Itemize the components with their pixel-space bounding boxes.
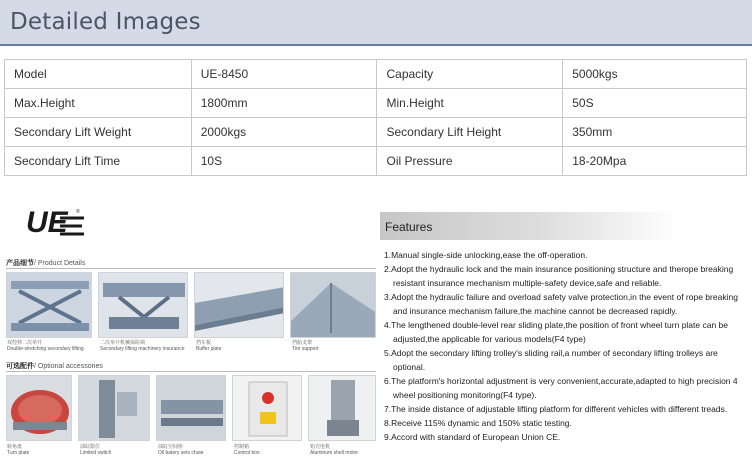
feature-item: 6.The platform's horizontal adjustment is very convenient,accurate,adapted to high precision 4 wheel positioning monitoring(F4 type). [384,376,738,400]
image-caption: 控制箱 Control box [234,444,260,456]
table-row [5,60,747,89]
spec-value: 350mm [563,118,747,147]
image-caption: 挡车板 Buffer plate [196,340,222,352]
spec-table [4,59,747,176]
feature-item: 8.Receive 115% dynamic and 150% static testing. [384,418,572,428]
image-caption: 二次举升机械保险锁 Secondary lifting machinery insurance [100,340,185,352]
accessory-image [78,375,150,441]
control-box-image [233,376,302,441]
registered-mark: ® [76,209,80,215]
spec-label: Min.Height [377,89,563,118]
feature-item: 7.The inside distance of adjustable lifting platform for different vehicles with different treads. [384,404,728,414]
spec-value: 2000kgs [191,118,377,147]
accessory-image [308,375,376,441]
feature-item: 4.The lengthened double-level rear sliding plate,the position of front wheel turn plate can be adjusted,the applicable for various models(F4 type) [384,320,729,344]
spec-label: Model [5,60,192,89]
table-row [5,147,747,176]
image-caption: 油缸限位 Limited switch [80,444,112,456]
product-image [6,272,92,338]
table-row [5,89,747,118]
image-caption: 油缸空间座 Oil batery sets chute [158,444,204,456]
spec-value: 18-20Mpa [563,147,747,176]
product-image [194,272,284,338]
accessory-image [6,375,72,441]
image-caption: 转角盘 Turn plate [7,444,30,456]
lift-platform-image [7,273,92,338]
spec-label: Capacity [377,60,563,89]
product-details-label: 产品细节/ Product Details [6,260,86,267]
spec-label: Secondary Lift Height [377,118,563,147]
features-list [384,248,750,444]
spec-label: Secondary Lift Time [5,147,192,176]
spec-label: Max.Height [5,89,192,118]
accessory-image [232,375,302,441]
tire-support-image [291,273,376,338]
divider [6,371,376,372]
image-caption: 挡胎支架 Tire support [292,340,319,352]
table-row [5,118,747,147]
brand-logo [26,204,96,238]
turn-plate-image [7,376,72,441]
divider [6,268,376,269]
spec-value: 10S [191,147,377,176]
features-header [380,212,680,240]
chute-image [157,376,226,441]
limited-switch-image [79,376,150,441]
feature-item: 9.Accord with standard of European Union CE. [384,432,561,442]
product-image [98,272,188,338]
spec-value: UE-8450 [191,60,377,89]
features-title: Features [385,220,433,234]
image-caption: 铝壳电机 Aluminum shell motor [310,444,359,456]
feature-item: 2.Adopt the hydraulic lock and the main insurance positioning structure and therope breaking resistant insurance mechanism multiple-safety device,safe and reliable. [384,264,734,288]
spec-label: Oil Pressure [377,147,563,176]
section-header [0,0,752,46]
spec-value: 1800mm [191,89,377,118]
motor-image [309,376,376,441]
feature-item: 5.Adopt the secondary lifting trolley's sliding rail,a number of secondary lifting trolleys are optional. [384,348,718,372]
buffer-plate-image [195,273,284,338]
feature-item: 1.Manual single-side unlocking,ease the off-operation. [384,250,588,260]
spec-value: 5000kgs [563,60,747,89]
product-image [290,272,376,338]
spec-value: 50S [563,89,747,118]
spec-label: Secondary Lift Weight [5,118,192,147]
feature-item: 3.Adopt the hydraulic failure and overload safety valve protection,in the event of rope breaking and insurance mechanism failure,the machine cannot be decreased rapidly. [384,292,738,316]
insurance-lock-image [99,273,188,338]
optional-accessories-label: 可选配件/ Optional accessories [6,363,103,370]
image-caption: 双控伸二次举升 Double-stretching secondary lifting [7,340,84,352]
section-title: Detailed Images [10,9,201,35]
brand-logo-text: UE [26,206,68,238]
accessory-image [156,375,226,441]
